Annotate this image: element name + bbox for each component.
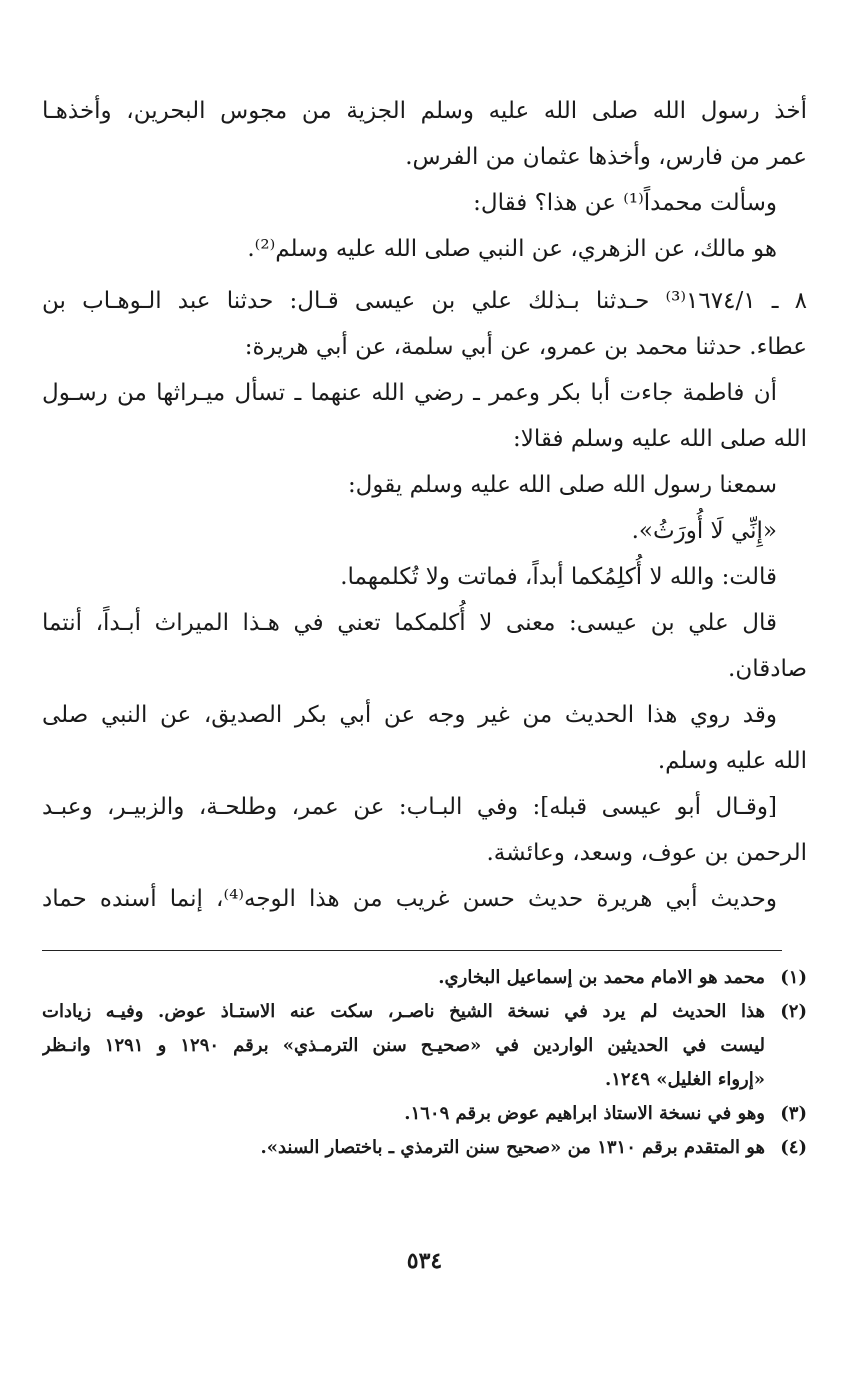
text-line: [وقـال أبو عيسى قبله]: وفي البـاب: عن عمر، وطلحـة، والزبيـر، وعبـد xyxy=(42,794,777,820)
text-line: وسألت محمداً⁽¹⁾ عن هذا؟ فقال: xyxy=(473,190,777,216)
text-line: الله عليه وسلم. xyxy=(657,748,807,774)
footnote-text: محمد هو الامام محمد بن إسماعيل البخاري. xyxy=(438,967,765,988)
footnote-separator xyxy=(42,950,782,951)
prophetic-quote: «إِنِّي لَا أُورَثُ». xyxy=(631,518,777,544)
text-line: سمعنا رسول الله صلى الله عليه وسلم يقول: xyxy=(347,472,777,498)
footnote-number: (٣) xyxy=(780,1103,807,1124)
text-line: أن فاطمة جاءت أبا بكر وعمر ـ رضي الله عنهما ـ تسأل ميـراثها من رسـول xyxy=(42,380,777,406)
footnote-text: هو المتقدم برقم ١٣١٠ من «صحيح سنن الترمذي ـ باختصار السند». xyxy=(260,1137,765,1158)
footnote-number: (١) xyxy=(780,967,807,988)
footnote-text: وهو في نسخة الاستاذ ابراهيم عوض برقم ١٦٠٩. xyxy=(404,1103,765,1124)
footnote-1 xyxy=(42,961,807,995)
text-line: الرحمن بن عوف، وسعد، وعائشة. xyxy=(486,840,807,866)
hadith-number-line: ٨ ـ ١٦٧٤/١⁽³⁾ حـدثنا بـذلك علي بن عيسى قـال: حدثنا عبد الـوهـاب بن xyxy=(42,288,807,314)
text-line: صادقان. xyxy=(728,656,807,682)
footnote-4 xyxy=(42,1131,807,1165)
text-line: وقد روي هذا الحديث من غير وجه عن أبي بكر الصديق، عن النبي صلى xyxy=(42,702,777,728)
text-line: الله صلى الله عليه وسلم فقالا: xyxy=(513,426,807,452)
footnote-3 xyxy=(42,1097,807,1131)
footnote-text: هذا الحديث لم يرد في نسخة الشيخ ناصـر، سكت عنه الاستـاذ عوض. وفيـه زيادات xyxy=(42,1001,765,1022)
footnote-number: (٢) xyxy=(780,1001,807,1022)
text-line: قال علي بن عيسى: معنى لا أُكلمكما تعني في هـذا الميراث أبـداً، أنتما xyxy=(42,610,777,636)
text-line: وحديث أبي هريرة حديث حسن غريب من هذا الوجه⁽⁴⁾، إنما أسنده حماد xyxy=(42,886,778,912)
main-text xyxy=(42,88,807,922)
text-line: عطاء. حدثنا محمد بن عمرو، عن أبي سلمة، عن أبي هريرة: xyxy=(244,334,807,360)
text-line: عمر من فارس، وأخذها عثمان من الفرس. xyxy=(405,144,807,170)
page-number: ٥٣٤ xyxy=(406,1248,443,1274)
text-line: هو مالك، عن الزهري، عن النبي صلى الله عليه وسلم⁽²⁾. xyxy=(247,236,777,262)
text-line: أخذ رسول الله صلى الله عليه وسلم الجزية من مجوس البحرين، وأخذهـا xyxy=(42,98,807,124)
footnotes xyxy=(42,961,807,1165)
text-line: قالت: والله لا أُكلِمُكما أبداً، فماتت ولا تُكلمهما. xyxy=(340,564,777,590)
footnote-2 xyxy=(42,995,807,1097)
footnote-text: «إرواء الغليل» ١٢٤٩. xyxy=(604,1069,765,1090)
footnote-text: ليست في الحديثين الواردين في «صحيـح سنن الترمـذي» برقم ١٢٩٠ و ١٢٩١ وانـظر xyxy=(42,1035,765,1056)
footnote-number: (٤) xyxy=(780,1137,807,1158)
